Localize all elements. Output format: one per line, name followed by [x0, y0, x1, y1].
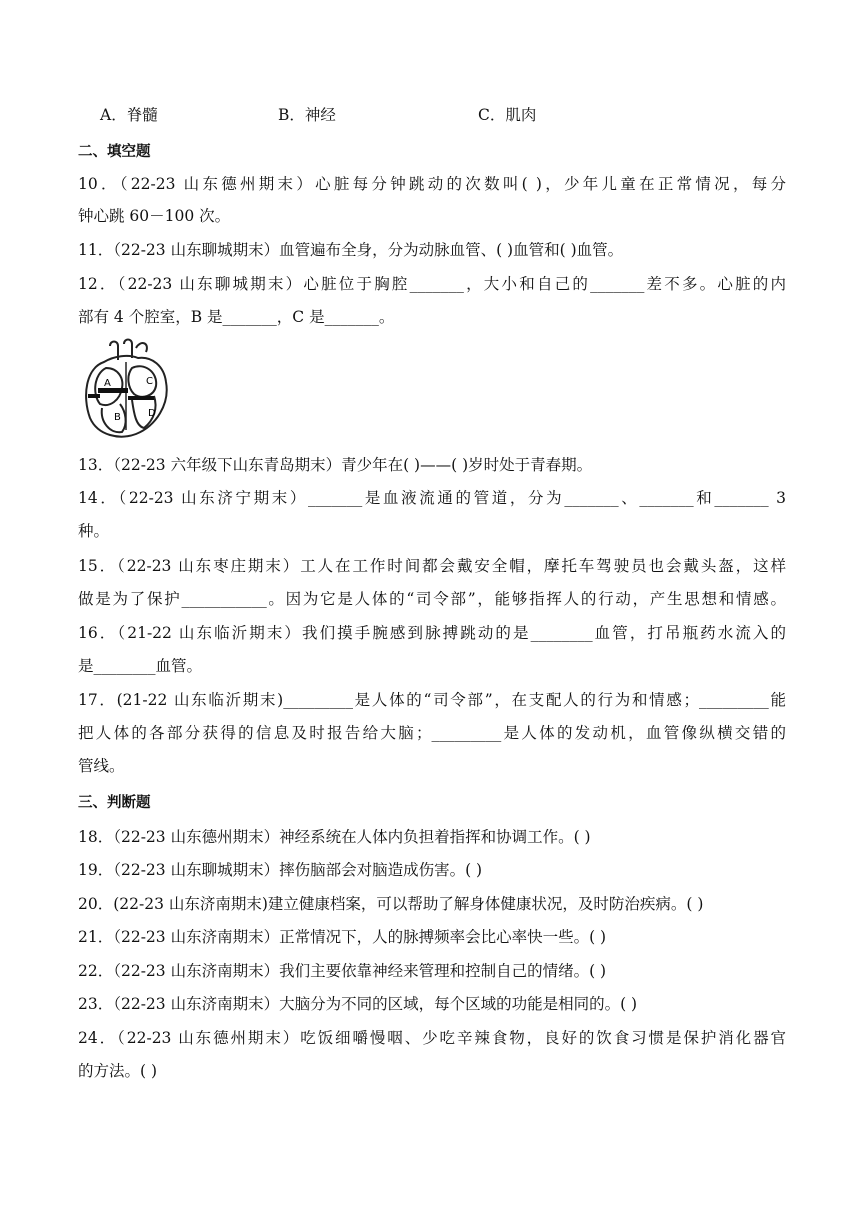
question-22: 22．（22-23 山东济南期末）我们主要依靠神经来管理和控制自己的情绪。( )	[78, 962, 607, 980]
question-15-line-1: 15．（22-23 山东枣庄期末）工人在工作时间都会戴安全帽，摩托车驾驶员也会戴头盔，这样	[78, 557, 786, 575]
question-18: 18．（22-23 山东德州期末）神经系统在人体内负担着指挥和协调工作。( )	[78, 828, 591, 846]
question-10-line-1: 10．（22-23 山东德州期末）心脏每分钟跳动的次数叫( )，少年儿童在正常情况，每分	[78, 175, 786, 193]
option-b: B．神经	[278, 106, 336, 124]
question-21: 21．（22-23 山东济南期末）正常情况下，人的脉搏频率会比心率快一些。( )	[78, 928, 607, 946]
question-12-line-1: 12．（22-23 山东聊城期末）心脏位于胸腔_______，大小和自己的_______差不多。心脏的内	[78, 275, 786, 293]
question-16-line-1: 16．（21-22 山东临沂期末）我们摸手腕感到脉搏跳动的是________血管，打吊瓶药水流入的	[78, 624, 786, 642]
question-17-line-3: 管线。	[78, 757, 125, 775]
heart-label-a: A	[104, 378, 111, 389]
question-13: 13．（22-23 六年级下山东青岛期末）青少年在( )——( )岁时处于青春期。	[78, 456, 593, 474]
question-12-line-2: 部有 4 个腔室，B 是_______，C 是_______。	[78, 308, 395, 326]
section-heading-fill: 二、填空题	[78, 144, 151, 160]
question-16-line-2: 是________血管。	[78, 657, 203, 675]
question-10-line-2: 钟心跳 60－100 次。	[78, 207, 231, 225]
question-20: 20．(22-23 山东济南期末)建立健康档案，可以帮助了解身体健康状况，及时防治疾病。( )	[78, 895, 704, 913]
question-11: 11．（22-23 山东聊城期末）血管遍布全身，分为动脉血管、( )血管和( )血管。	[78, 241, 624, 259]
question-14-line-1: 14．（22-23 山东济宁期末）_______是血液流通的管道，分为_______、_______和_______ 3	[78, 489, 786, 507]
section-heading-judge: 三、判断题	[78, 795, 151, 811]
question-23: 23．（22-23 山东济南期末）大脑分为不同的区域，每个区域的功能是相同的。( )	[78, 995, 638, 1013]
question-19: 19．（22-23 山东聊城期末）摔伤脑部会对脑造成伤害。( )	[78, 861, 483, 879]
option-a: A．脊髓	[100, 106, 158, 124]
heart-label-b: B	[114, 412, 121, 423]
heart-label-c: C	[146, 376, 153, 387]
heart-label-d: D	[148, 408, 156, 419]
heart-diagram	[80, 338, 176, 442]
question-17-line-2: 把人体的各部分获得的信息及时报告给大脑；_________是人体的发动机，血管像纵横交错的	[78, 724, 786, 742]
question-14-line-2: 种。	[78, 522, 110, 540]
question-15-line-2: 做是为了保护___________。因为它是人体的“司令部”，能够指挥人的行动，产生思想和情感。	[78, 590, 786, 608]
question-17-line-1: 17．(21-22 山东临沂期末)_________是人体的“司令部”，在支配人的行为和情感；_________能	[78, 691, 786, 709]
option-c: C．肌肉	[478, 106, 537, 124]
question-24-line-1: 24．（22-23 山东德州期末）吃饭细嚼慢咽、少吃辛辣食物，良好的饮食习惯是保护消化器官	[78, 1029, 786, 1047]
question-24-line-2: 的方法。( )	[78, 1062, 158, 1080]
